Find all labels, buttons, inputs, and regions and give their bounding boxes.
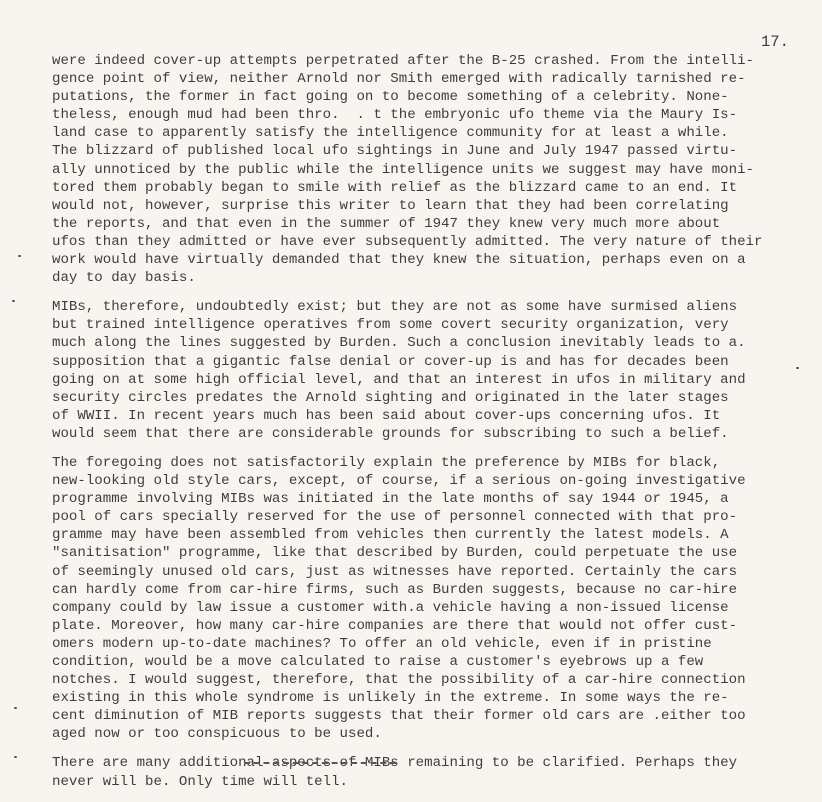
- text-line: the reports, and that even in the summer of 1947 they knew very much more about: [52, 215, 721, 232]
- end-rule: [244, 762, 396, 764]
- text-line: plate. Moreover, how many car-hire companies are there that would not offer cust-: [52, 617, 738, 634]
- text-line: There are many additional aspects of MIBs remaining to be clarified. Perhaps they: [52, 755, 738, 772]
- text-line: new-looking old style cars, except, of course, if a serious on-going investigative: [52, 473, 746, 490]
- text-line: of seemingly unused old cars, just as witnesses have reported. Certainly the cars: [52, 563, 738, 580]
- text-line: gramme may have been assembled from vehicles then currently the latest models. A: [52, 527, 729, 544]
- paragraph-2: [52, 298, 792, 443]
- margin-mark: [796, 367, 799, 369]
- text-line: ufos than they admitted or have ever subsequently admitted. The very nature of their: [52, 233, 763, 250]
- text-line: day to day basis.: [52, 270, 196, 287]
- text-line: security circles predates the Arnold sighting and originated in the later stages: [52, 389, 729, 406]
- margin-mark: [18, 255, 21, 257]
- text-line: programme involving MIBs was initiated in the late months of say 1944 or 1945, a: [52, 491, 729, 508]
- text-line: would seem that there are considerable grounds for subscribing to such a belief.: [52, 425, 729, 442]
- text-line: aged now or too conspicuous to be used.: [52, 726, 382, 743]
- text-line: notches. I would suggest, therefore, that the possibility of a car-hire connection: [52, 672, 746, 689]
- text-line: going on at some high official level, and that an interest in ufos in military and: [52, 371, 746, 388]
- text-line: MIBs, therefore, undoubtedly exist; but they are not as some have surmised aliens: [52, 299, 738, 316]
- text-line: The foregoing does not satisfactorily explain the preference by MIBs for black,: [52, 454, 721, 471]
- text-line: work would have virtually demanded that they knew the situation, perhaps even on a: [52, 252, 746, 269]
- margin-mark: [14, 707, 17, 709]
- text-line: can hardly come from car-hire firms, such as Burden suggests, because no car-hire: [52, 581, 738, 598]
- text-line: would not, however, surprise this writer to learn that they had been correlating: [52, 197, 729, 214]
- paragraph-1: [52, 52, 792, 287]
- text-line: putations, the former in fact going on to become something of a celebrity. None-: [52, 89, 729, 106]
- body-text: [52, 52, 792, 802]
- text-line: omers modern up-to-date machines? To offer an old vehicle, even if in pristine: [52, 635, 712, 652]
- text-line: "sanitisation" programme, like that described by Burden, could perpetuate the use: [52, 545, 738, 562]
- text-line: theless, enough mud had been thro. . t the embryonic ufo theme via the Maury Is-: [52, 107, 738, 124]
- text-line: much along the lines suggested by Burden. Such a conclusion inevitably leads to a.: [52, 335, 746, 352]
- text-line: condition, would be a move calculated to raise a customer's eyebrows up a few: [52, 654, 704, 670]
- text-line: company could by law issue a customer with.a vehicle having a non-issued license: [52, 599, 729, 616]
- text-line: pool of cars specially reserved for the use of personnel connected with that pro-: [52, 509, 738, 526]
- text-line: land case to apparently satisfy the intelligence community for at least a while.: [52, 125, 729, 142]
- text-line: existing in this whole syndrome is unlikely in the extreme. In some ways the re-: [52, 690, 729, 707]
- text-line: of WWII. In recent years much has been said about cover-ups concerning ufos. It: [52, 407, 721, 424]
- text-line: The blizzard of published local ufo sightings in June and July 1947 passed virtu-: [52, 143, 738, 160]
- margin-mark: [14, 756, 17, 758]
- text-line: but trained intelligence operatives from some covert security organization, very: [52, 317, 729, 334]
- text-line: cent diminution of MIB reports suggests that their former old cars are .either too: [52, 708, 746, 725]
- text-line: supposition that a gigantic false denial or cover-up is and has for decades been: [52, 353, 729, 370]
- text-line: never will be. Only time will tell.: [52, 773, 349, 790]
- text-line: were indeed cover-up attempts perpetrated after the B-25 crashed. From the intelli-: [52, 53, 754, 69]
- margin-mark: [12, 300, 15, 302]
- text-line: ally unnoticed by the public while the intelligence units we suggest may have moni-: [52, 161, 754, 178]
- text-line: tored them probably began to smile with relief as the blizzard came to an end. It: [52, 179, 738, 196]
- text-line: gence point of view, neither Arnold nor Smith emerged with radically tarnished re-: [52, 71, 746, 88]
- paragraph-4: [52, 754, 792, 790]
- page-number: 17.: [761, 33, 789, 51]
- paragraph-3: [52, 454, 792, 744]
